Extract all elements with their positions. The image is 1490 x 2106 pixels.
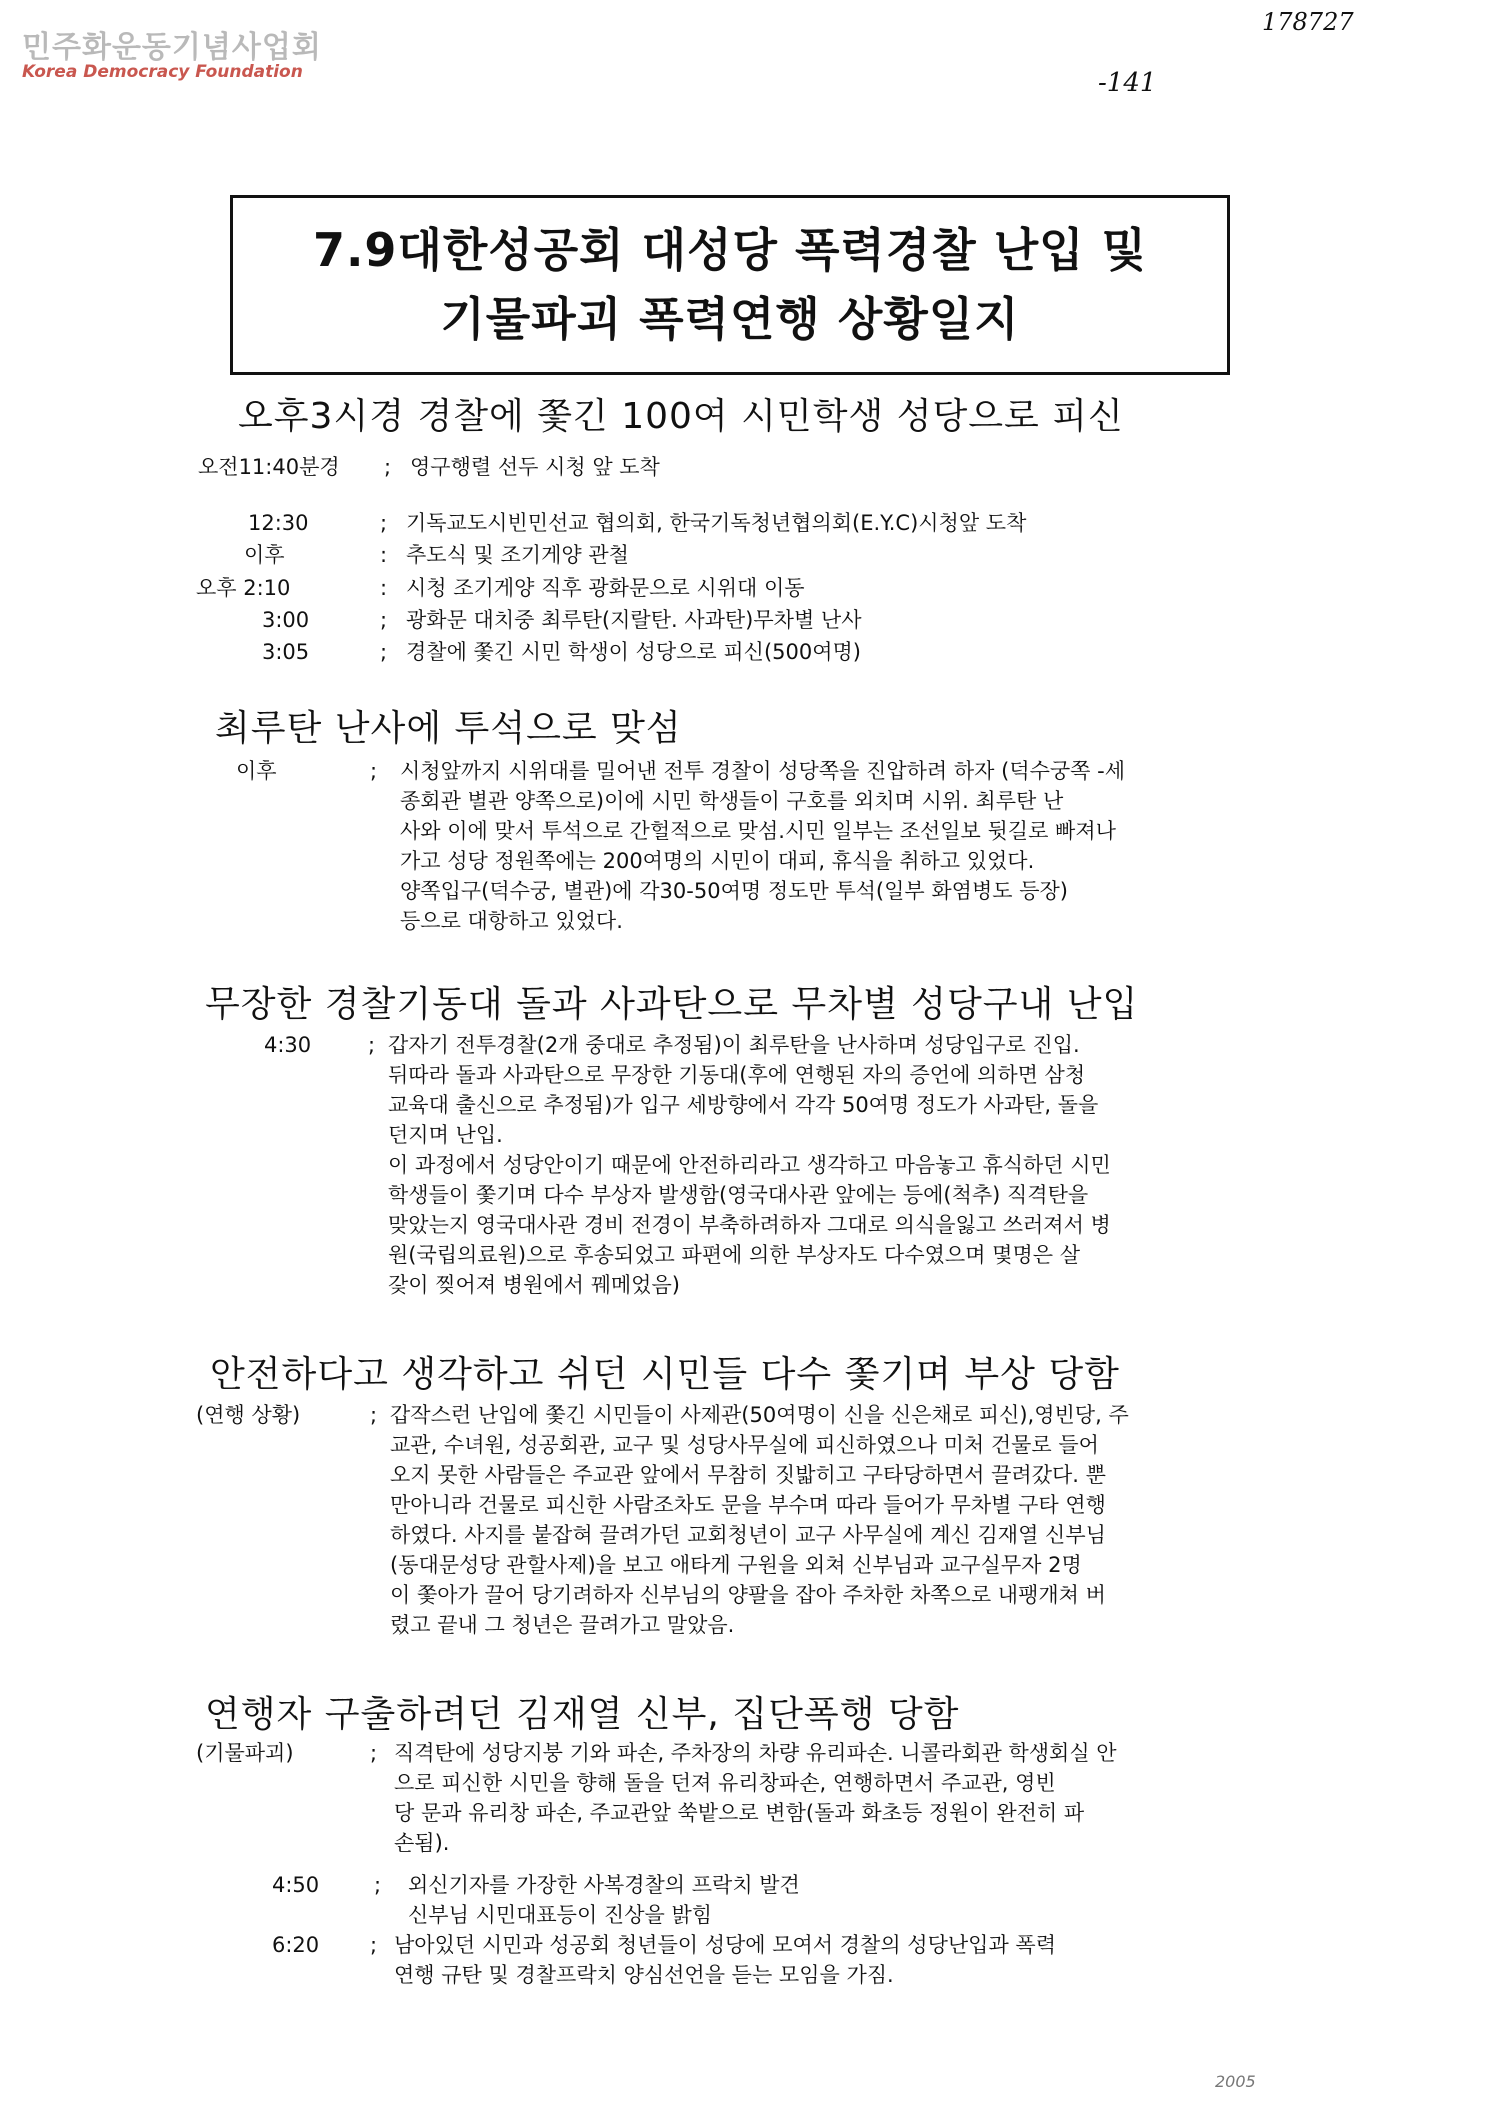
- entry-separator: ;: [370, 1933, 378, 1957]
- entry-text: 추도식 및 조기게양 관철: [406, 543, 629, 567]
- title-line-2: 기물파괴 폭력연행 상황일지: [440, 292, 1020, 346]
- entry-separator: ;: [368, 1033, 376, 1057]
- watermark-english: Korea Democracy Foundation: [22, 62, 303, 82]
- entry-time: 이후: [244, 543, 285, 567]
- title-line-1: 7.9대한성공회 대성당 폭력경찰 난입 및: [312, 223, 1148, 277]
- section-heading-3: 무장한 경찰기동대 돌과 사과탄으로 무차별 성당구내 난입: [205, 984, 1139, 1025]
- watermark-korean: 민주화운동기념사업회: [22, 30, 322, 65]
- entry-text: 외신기자를 가장한 사복경찰의 프락치 발견 신부님 시민대표등이 진상을 밝힘: [408, 1873, 800, 1927]
- entry-text: 광화문 대치중 최루탄(지랄탄. 사과탄)무차별 난사: [406, 608, 862, 632]
- entry-separator: ;: [380, 640, 388, 664]
- entry-text: 갑자기 전투경찰(2개 중대로 추정됨)이 최루탄을 난사하며 성당입구로 진입. 뒤따라 돌과 사과탄으로 무장한 기동대(후에 연행된 자의 증언에 의하면 삼청 교육대 출신으로 추정됨)가 입구 세방향에서 각각 50여명 정도가 사과탄, 돌을 던지며 난입. 이 과정에서 성당안이기 때문에 안전하리라고 생각하고 마음놓고 휴식하던 시민 학생들이 쫓기며 다수 부상자 발생함(영국대사관 앞에는 등에(척추) 직격탄을 맞았는지 영국대사관 경비 전경이 부축하려하자 그대로 의식을잃고 쓰러져서 병 원(국립의료원)으로 후송되었고 파편에 의한 부상자도 다수였으며 몇명은 살 갗이 찢어져 병원에서 꿰메었음): [388, 1033, 1111, 1297]
- entry-text: 시청앞까지 시위대를 밀어낸 전투 경찰이 성당쪽을 진압하려 하자 (덕수궁쪽 -세 종회관 별관 양쪽으로)이에 시민 학생들이 구호를 외치며 시위. 최루탄 난 사와 이에 맞서 투석으로 간헐적으로 맞섬.시민 일부는 조선일보 뒷길로 빠져나 가고 성당 정원쪽에는 200여명의 시민이 대피, 휴식을 취하고 있었다. 양쪽입구(덕수궁, 별관)에 각30-50여명 정도만 투석(일부 화염병도 등장) 등으로 대항하고 있었다.: [400, 759, 1125, 933]
- section-heading-2: 최루탄 난사에 투석으로 맞섬: [215, 708, 682, 749]
- section-heading-4: 안전하다고 생각하고 쉬던 시민들 다수 쫓기며 부상 당함: [210, 1354, 1120, 1395]
- entry-text: 직격탄에 성당지붕 기와 파손, 주차장의 차량 유리파손. 니콜라회관 학생회실 안 으로 피신한 시민을 향해 돌을 던져 유리창파손, 연행하면서 주교관, 영빈 당 문과 유리창 파손, 주교관앞 쑥밭으로 변함(돌과 화초등 정원이 완전히 파 손됨).: [394, 1741, 1117, 1855]
- entry-time: 오후 2:10: [196, 576, 291, 600]
- title-box: [230, 195, 1230, 375]
- entry-separator: :: [380, 576, 388, 600]
- entry-text: 시청 조기게양 직후 광화문으로 시위대 이동: [406, 576, 805, 600]
- entry-separator: ;: [380, 511, 388, 535]
- entry-text: 기독교도시빈민선교 협의회, 한국기독청년협의회(E.Y.C)시청앞 도착: [406, 511, 1027, 535]
- entry-separator: :: [380, 543, 388, 567]
- entry-separator: ;: [370, 759, 378, 783]
- entry-time: 12:30: [248, 511, 309, 535]
- entry-text: 영구행렬 선두 시청 앞 도착: [410, 455, 660, 479]
- entry-time: 4:30: [264, 1033, 312, 1057]
- entry-time: 3:00: [262, 608, 310, 632]
- entry-time: 이후: [236, 759, 277, 783]
- entry-time: 6:20: [272, 1933, 320, 1957]
- document-number: 178727: [1262, 8, 1354, 36]
- entry-time: 3:05: [262, 640, 310, 664]
- section-heading-5: 연행자 구출하려던 김재열 신부, 집단폭행 당함: [205, 1694, 960, 1735]
- entry-time: (연행 상황): [196, 1403, 301, 1427]
- entry-text: 경찰에 쫓긴 시민 학생이 성당으로 피신(500여명): [406, 640, 861, 664]
- bottom-mark: 2005: [1215, 2072, 1256, 2091]
- page-number: -141: [1098, 68, 1157, 98]
- section-heading-1: 오후3시경 경찰에 쫓긴 100여 시민학생 성당으로 피신: [238, 396, 1124, 437]
- entry-separator: ;: [370, 1741, 378, 1765]
- entry-time: 4:50: [272, 1873, 320, 1897]
- entry-time: 오전11:40분경: [198, 455, 340, 479]
- entry-time: (기물파괴): [196, 1741, 294, 1765]
- entry-separator: ;: [384, 455, 392, 479]
- entry-text: 남아있던 시민과 성공회 청년들이 성당에 모여서 경찰의 성당난입과 폭력 연행 규탄 및 경찰프락치 양심선언을 듣는 모임을 가짐.: [394, 1933, 1056, 1987]
- entry-separator: ;: [374, 1873, 382, 1897]
- entry-text: 갑작스런 난입에 쫓긴 시민들이 사제관(50여명이 신을 신은채로 피신),영빈당, 주 교관, 수녀원, 성공회관, 교구 및 성당사무실에 피신하였으나 미처 건물로 들어 오지 못한 사람들은 주교관 앞에서 무참히 짓밟히고 구타당하면서 끌려갔다. 뿐 만아니라 건물로 피신한 사람조차도 문을 부수며 따라 들어가 무차별 구타 연행 하였다. 사지를 붙잡혀 끌려가던 교회청년이 교구 사무실에 계신 김재열 신부님 (동대문성당 관할사제)을 보고 애타게 구원을 외쳐 신부님과 교구실무자 2명 이 쫓아가 끌어 당기려하자 신부님의 양팔을 잡아 주차한 차쪽으로 내팽개쳐 버 렸고 끝내 그 청년은 끌려가고 말았음.: [390, 1403, 1129, 1637]
- entry-separator: ;: [370, 1403, 378, 1427]
- entry-separator: ;: [380, 608, 388, 632]
